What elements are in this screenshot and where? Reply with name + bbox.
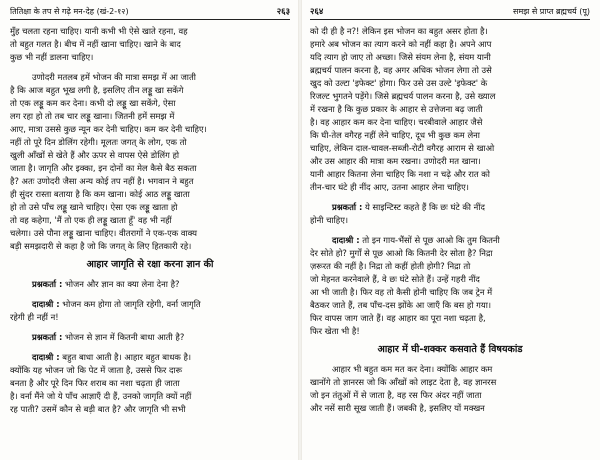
- answer-text: ये साइन्टिस्ट कहते हैं कि छः घंटे की नींद: [365, 202, 485, 212]
- speaker-label: प्रश्नकर्ता :: [332, 202, 363, 212]
- text-line: ही सुंदर रास्ता बताया है कि कम खाना। कोई आठ लड्डू खाता: [10, 189, 190, 199]
- text-line: बनता है और पूरे दिन फिर शराब का नशा चढ़ता ही जाता: [10, 378, 180, 388]
- text-line: यदि त्याग हो जाए तो अच्छा। जिसे संयम लेना है, संयम यानी: [310, 52, 491, 62]
- qa-line: [10, 278, 290, 291]
- text-line: और उस आहार की मात्रा कम रखना। उणोदरी मत खाना।: [310, 156, 481, 166]
- text-line: यानी आहार कितना लेना चाहिए कि नशा न चढ़े और रात को: [310, 169, 490, 179]
- text-line: ब्रह्मचर्य पालन करना है, वह अगर अधिक भोजन लेगा तो उसे: [310, 65, 492, 75]
- left-page-body: [10, 25, 290, 416]
- text-line: मुँह चलता रहना चाहिए। यानी कभी भी ऐसे खाते रहना, वह: [10, 26, 188, 36]
- text-line: चलेगा। उसे पौना लड्डू खाना चाहिए। वीतरागों ने एक-एक वाक्य: [10, 228, 198, 238]
- text-line: रह पाती? उसमें कौन से बड़ी बात है? और जागृति भी सभी: [10, 404, 186, 414]
- speaker-label: दादाश्री :: [32, 352, 60, 362]
- qa-line: [310, 201, 590, 214]
- text-line: लग रहा हो तो तब चार लड्डू खाना। जितनी हमें समझ में: [10, 111, 175, 121]
- text-line: उणोदरी मतलब हमें भोजन की मात्रा समझ में आ जाती: [32, 72, 196, 82]
- text-line: चाहिए, लेकिन दाल-चावल-सब्जी-रोटी वगैरह आराम से खाओ: [310, 143, 495, 153]
- answer-text: भोजन और ज्ञान का क्या लेना देना है?: [65, 279, 180, 289]
- speaker-label: दादाश्री :: [332, 235, 360, 245]
- speaker-label: प्रश्नकर्ता :: [32, 279, 63, 289]
- qa-line: [10, 298, 290, 311]
- text-line: नहीं तो पूरे दिन डोलिंग रहेगी। मूलतः जगत् के लोग, एक तो: [10, 137, 187, 147]
- text-line: फिर वापस जाग जाते हैं। वह आहार का पूरा नशा चढ़ता है,: [310, 313, 486, 323]
- text-line: आहार भी बहुत कम मत कर देना। क्योंकि आहार कम: [332, 364, 493, 374]
- section-heading: आहार जागृति से रक्षा करना ज्ञान की: [86, 259, 214, 270]
- text-line: खुद को उल्टा 'इफेक्ट' होगा। फिर उसे उस उल्टे 'इफेक्ट' के: [310, 78, 488, 88]
- text-line: क्योंकि यह भोजन जो कि पेट में जाता है, उससे फिर दारू: [10, 365, 183, 375]
- text-line: खानोंगे तो ज्ञानरस जो कि आँखों को लाइट देता है, वह ज्ञानरस: [310, 377, 497, 387]
- text-line: रहेगी ही नहीं न!: [10, 312, 59, 322]
- text-line: में रखना है कि कुछ प्रकार के आहार से उत्तेजना बढ़ जाती: [310, 104, 483, 114]
- text-line: आ भी जाती है। फिर वह तो कैसी होनी चाहिए कि जब ट्रेन में: [310, 287, 493, 297]
- text-line: ज़रूरत की नहीं है। निद्रा तो कहीं होती होगी? निद्रा तो: [310, 261, 471, 271]
- text-line: है। वह आहार कम कर देना चाहिए। चरबीवाले आहार जैसे: [310, 117, 483, 127]
- text-line: है। वर्ना मैंने जो ये पाँच आज्ञाएँ दी हैं, उनको जागृति क्यों नहीं: [10, 391, 192, 401]
- answer-text: तो इन गाय-भैंसों से पूछ आओ कि तुम कितनी: [362, 235, 500, 245]
- left-page-header: [10, 6, 290, 20]
- text-line: तो बहुत गलत है। बीच में नहीं खाना चाहिए। खाने के बाद: [10, 39, 181, 49]
- text-line: है? अतः उणोदरी जैसा अन्य कोई तप नहीं है। भगवान ने बहुत: [10, 176, 194, 186]
- text-line: तीन-चार घंटे ही नींद आए, उतना आहार लेना चाहिए।: [310, 182, 469, 192]
- text-line: देर सोते हो? मुर्गों से पूछ आओ कि कितनी देर सोता है? निद्रा: [310, 248, 493, 258]
- text-line: रिजल्ट भुगतने पड़ेंगे। जिसे ब्रह्मचर्य पालन करना है, उसे ख्याल: [310, 91, 496, 101]
- qa-line: [10, 331, 290, 344]
- text-line: और नसें सारी सूख जाती हैं। जबकी है, इसलिए यों मक्खन: [310, 403, 485, 413]
- right-page: [302, 0, 600, 460]
- text-line: खुली आँखों से खेते हैं और ऊपर से वापस ऐसे डोलिंग हो: [10, 150, 180, 160]
- text-line: तो वह कहेगा, 'मैं तो एक ही लड्डू खाता हूँ' वह भी नहीं: [10, 215, 172, 225]
- text-line: बड़ी समझदारी से कहा है जो कि जगत् के लिए हितकारी रहे।: [10, 241, 192, 251]
- right-page-header: [310, 6, 590, 20]
- text-line: जो मेहनत करनेवाले हैं, वे छः घंटे सोते हैं। उन्हें गहरी नींद: [310, 274, 480, 284]
- answer-text: भोजन से ज्ञान में कितनी बाधा आती है?: [65, 332, 185, 342]
- section-heading: आहार में घी-शक्कर कसवाते हैं विषयकांड: [377, 344, 523, 355]
- text-line: कुछ भी नहीं डालना चाहिए।: [10, 52, 94, 62]
- qa-line: [310, 234, 590, 247]
- text-line: को दी ही है न?! लेकिन इस भोजन का बहुत असर होता है।: [310, 26, 488, 36]
- right-running-title: समझ से प्राप्त ब्रह्मचर्य (पू): [513, 7, 590, 16]
- left-running-title: तितिक्षा के तप से गढ़े मन-देह (खं-2-१२): [10, 7, 129, 16]
- speaker-label: दादाश्री :: [32, 299, 60, 309]
- text-line: बैठकर जाते हैं, तब पाँच-दस झोंके आ जाएँ कि बस हो गया।: [310, 300, 492, 310]
- right-page-body: [310, 25, 590, 415]
- text-line: हमारे अब भोजन का त्याग करने को नहीं कहा है। अपने आप: [310, 39, 492, 49]
- answer-text: बहुत बाधा आती है। आहार बहुत बाधक है।: [62, 352, 192, 362]
- text-line: आए, मात्रा उससे कुछ न्यून कर देनी चाहिए। कम कर देनी चाहिए।: [10, 124, 207, 134]
- text-line: होनी चाहिए।: [310, 215, 349, 225]
- text-line: जो इन तंतुओं में से जाता है, वह रस फिर अंदर नहीं जाता: [310, 390, 482, 400]
- qa-line: [10, 351, 290, 364]
- text-line: कि घी-तेल वगैरह नहीं लेने चाहिए, दूध भी कुछ कम लेना: [310, 130, 480, 140]
- answer-text: भोजन कम होगा तो जागृति रहेगी, वर्ना जागृति: [62, 299, 201, 309]
- left-page-number: २६३: [276, 7, 290, 17]
- text-line: फिर खेता भी है!: [310, 326, 360, 336]
- text-line: है कि आज बहुत भूख लगी है, इसलिए तीन लड्डू खा सकेंगे: [10, 85, 184, 95]
- text-line: तो एक लड्डू कम कर देना। कभी दो लड्डू खा सकेंगे, ऐसा: [10, 98, 176, 108]
- left-page: [0, 0, 298, 460]
- text-line: हो तो उसे पाँच लड्डू खाने चाहिए। ऐसा एक लड्डू खाता हो: [10, 202, 178, 212]
- speaker-label: प्रश्नकर्ता :: [32, 332, 63, 342]
- right-page-number: २६४: [310, 7, 324, 17]
- text-line: जाता है। जागृति और इक्का, इन दोनों का मेल कैसे बैठ सकता: [10, 163, 197, 173]
